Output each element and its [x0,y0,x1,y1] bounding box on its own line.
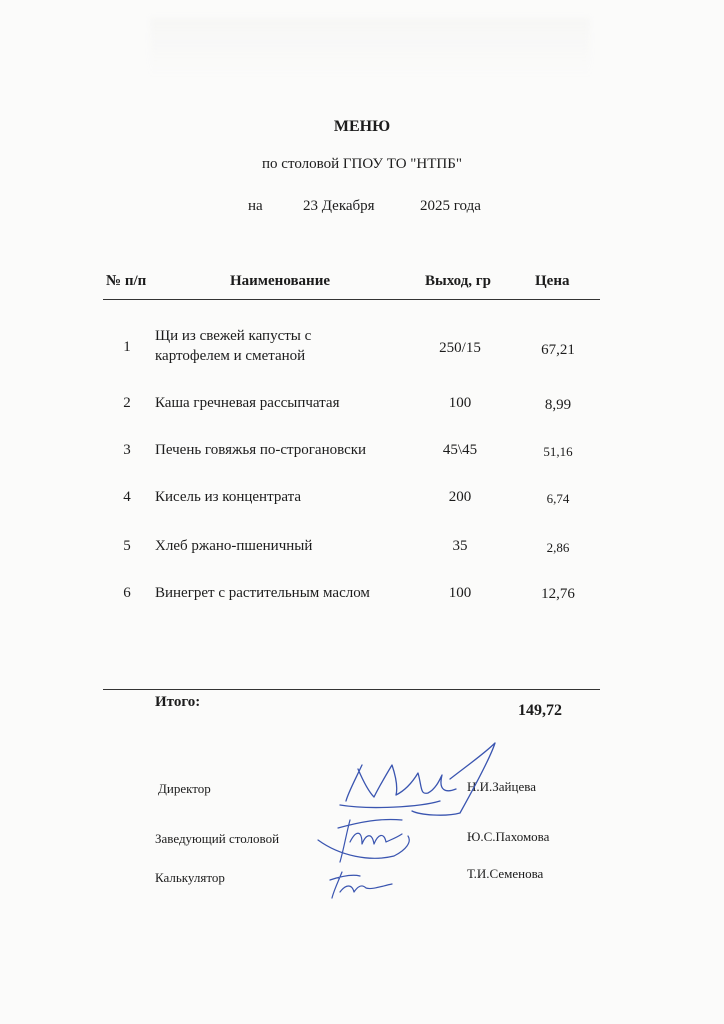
column-header-price: Цена [535,273,570,289]
row-number: 3 [123,442,131,458]
row-price: 12,76 [541,586,575,602]
row-yield: 200 [448,489,472,505]
row-dish-name: Печень говяжья по-строгановски [155,442,367,458]
row-dish-name-line2: картофелем и сметаной [155,348,306,364]
row-dish-name: Щи из свежей капусты с [155,328,312,344]
row-dish-name: Винегрет с растительным маслом [155,585,370,601]
row-price: 8,99 [544,397,572,413]
signature-role-director: Директор [158,781,211,796]
menu-year: 2025 года [420,198,481,214]
row-dish-name: Кисель из концентрата [155,489,301,505]
row-price: 2,86 [546,540,570,555]
row-yield: 250/15 [439,340,481,356]
row-yield: 45\45 [442,442,478,458]
total-label: Итого: [155,694,201,710]
row-price: 6,74 [546,491,570,506]
column-header-name: Наименование [230,273,330,289]
calculator-signature-mark [320,862,410,907]
total-value: 149,72 [518,702,562,719]
row-number: 1 [123,339,131,355]
total-rule [103,689,600,690]
signature-name-director: Н.И.Зайцева [467,779,536,794]
row-price: 67,21 [541,342,575,358]
row-yield: 100 [448,585,472,601]
column-header-number: № п/п [106,273,147,289]
date-prefix: на [248,198,263,214]
row-yield: 35 [452,538,468,554]
row-number: 5 [123,538,131,554]
header-rule [103,299,600,300]
signature-name-canteen-head: Ю.С.Пахомова [467,829,550,844]
document-title: МЕНЮ [333,118,391,135]
row-dish-name: Хлеб ржано-пшеничный [155,538,313,554]
column-header-yield: Выход, гр [425,273,491,289]
signature-role-canteen-head: Заведующий столовой [155,831,280,846]
row-number: 6 [123,585,131,601]
menu-date: 23 Декабря [303,198,375,214]
row-dish-name: Каша гречневая рассыпчатая [155,395,340,411]
signature-role-calculator: Калькулятор [155,870,225,885]
faded-letterhead [150,18,590,78]
row-price: 51,16 [543,444,573,459]
row-number: 4 [123,489,131,505]
row-yield: 100 [448,395,472,411]
row-number: 2 [123,395,131,411]
signature-name-calculator: Т.И.Семенова [467,866,544,881]
document-subtitle: по столовой ГПОУ ТО "НТПБ" [262,156,462,172]
